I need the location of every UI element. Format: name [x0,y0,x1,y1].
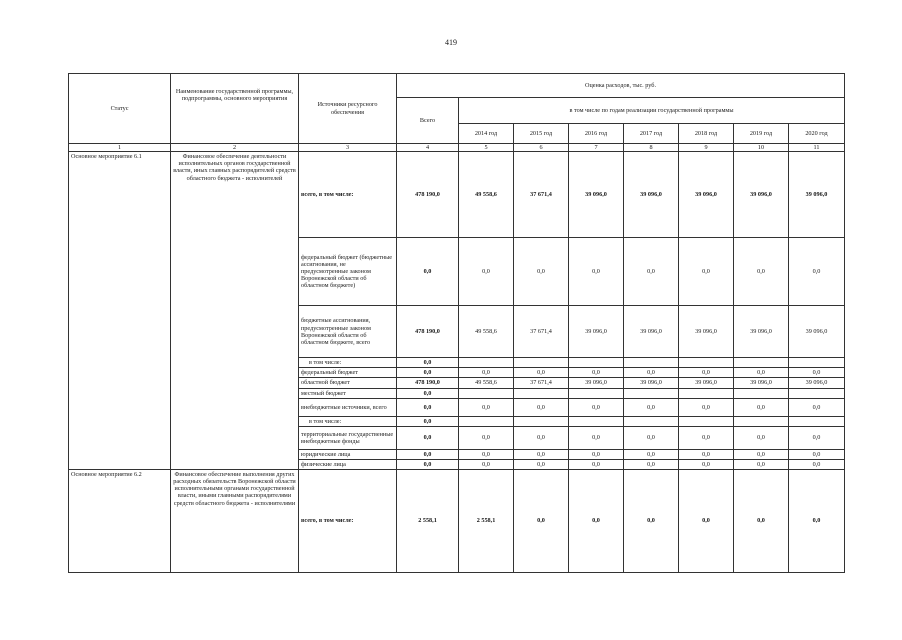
year-value-cell [734,358,789,368]
total-cell: 0,0 [397,426,459,449]
year-value-cell [514,358,569,368]
year-value-cell: 0,0 [569,449,624,459]
year-value-cell [569,416,624,426]
source-cell: внебюджетные источники, всего [299,398,397,416]
column-number: 2 [171,144,299,152]
status-cell: Основное мероприятие 6.2 [69,470,171,573]
year-value-cell: 0,0 [734,398,789,416]
year-value-cell [569,358,624,368]
year-value-cell: 49 558,6 [459,306,514,358]
year-value-cell: 0,0 [679,426,734,449]
year-value-cell: 37 671,4 [514,306,569,358]
year-value-cell: 39 096,0 [679,378,734,388]
year-value-cell: 39 096,0 [569,152,624,238]
year-value-cell: 0,0 [624,449,679,459]
year-value-cell: 0,0 [789,426,845,449]
column-number: 10 [734,144,789,152]
year-value-cell: 0,0 [459,398,514,416]
column-number: 11 [789,144,845,152]
column-number: 9 [679,144,734,152]
year-value-cell: 0,0 [679,459,734,469]
source-cell: федеральный бюджет [299,368,397,378]
year-value-cell: 0,0 [734,426,789,449]
total-cell: 0,0 [397,388,459,398]
year-value-cell: 39 096,0 [734,152,789,238]
header-year: 2014 год [459,124,514,144]
column-number: 8 [624,144,679,152]
year-value-cell: 39 096,0 [789,378,845,388]
year-value-cell [789,416,845,426]
name-cell: Финансовое обеспечение деятельности исполнительных органов государственной власти, иных главных распорядителей средств областного бюджета - исполнителей [171,152,299,470]
year-value-cell: 0,0 [514,470,569,573]
year-value-cell: 0,0 [679,449,734,459]
total-cell: 0,0 [397,416,459,426]
total-cell: 0,0 [397,358,459,368]
year-value-cell: 39 096,0 [624,306,679,358]
total-cell: 0,0 [397,459,459,469]
year-value-cell: 0,0 [789,398,845,416]
source-cell: в том числе: [299,358,397,368]
header-status: Статус [69,74,171,144]
year-value-cell: 0,0 [514,449,569,459]
header-by-year: в том числе по годам реализации государственной программы [459,98,845,124]
year-value-cell [734,416,789,426]
year-value-cell: 0,0 [734,470,789,573]
year-value-cell: 0,0 [514,426,569,449]
header-name: Наименование государственной программы, подпрограммы, основного мероприятия [171,74,299,144]
source-cell: в том числе: [299,416,397,426]
year-value-cell: 0,0 [569,398,624,416]
year-value-cell [459,358,514,368]
year-value-cell: 0,0 [459,426,514,449]
year-value-cell: 0,0 [734,238,789,306]
total-cell: 478 190,0 [397,378,459,388]
year-value-cell: 0,0 [789,470,845,573]
year-value-cell: 0,0 [569,368,624,378]
table-row [69,152,845,238]
year-value-cell: 0,0 [789,238,845,306]
column-number: 3 [299,144,397,152]
year-value-cell: 0,0 [789,368,845,378]
header-sources: Источники ресурсного обеспечения [299,74,397,144]
table-row [69,470,845,573]
total-cell: 0,0 [397,398,459,416]
year-value-cell [514,416,569,426]
year-value-cell: 0,0 [679,398,734,416]
column-number: 5 [459,144,514,152]
year-value-cell: 2 558,1 [459,470,514,573]
year-value-cell: 0,0 [514,368,569,378]
year-value-cell: 0,0 [679,238,734,306]
header-total: Всего [397,98,459,144]
year-value-cell [679,416,734,426]
total-cell: 0,0 [397,238,459,306]
year-value-cell: 0,0 [569,238,624,306]
year-value-cell: 37 671,4 [514,378,569,388]
status-cell: Основное мероприятие 6.1 [69,152,171,470]
source-cell: бюджетные ассигнования, предусмотренные законом Воронежской области об областном бюджете, всего [299,306,397,358]
source-cell: местный бюджет [299,388,397,398]
source-cell: всего, в том числе: [299,152,397,238]
source-cell: физические лица [299,459,397,469]
year-value-cell [459,388,514,398]
year-value-cell: 0,0 [514,459,569,469]
header-estimate: Оценка расходов, тыс. руб. [397,74,845,98]
source-cell: федеральный бюджет (бюджетные ассигнования, не предусмотренные законом Воронежской области об областном бюджете) [299,238,397,306]
year-value-cell: 39 096,0 [789,306,845,358]
year-value-cell [624,388,679,398]
year-value-cell: 0,0 [459,238,514,306]
year-value-cell: 49 558,6 [459,152,514,238]
year-value-cell: 0,0 [734,368,789,378]
header-year: 2018 год [679,124,734,144]
year-value-cell: 0,0 [679,368,734,378]
year-value-cell: 39 096,0 [734,378,789,388]
year-value-cell [624,416,679,426]
year-value-cell: 0,0 [624,470,679,573]
year-value-cell: 0,0 [569,470,624,573]
total-cell: 0,0 [397,449,459,459]
year-value-cell: 0,0 [569,459,624,469]
total-cell: 478 190,0 [397,306,459,358]
year-value-cell [679,358,734,368]
header-year: 2017 год [624,124,679,144]
year-value-cell [569,388,624,398]
budget-table [68,73,845,573]
year-value-cell: 0,0 [624,398,679,416]
year-value-cell: 39 096,0 [569,378,624,388]
year-value-cell: 39 096,0 [679,306,734,358]
column-number: 7 [569,144,624,152]
year-value-cell: 39 096,0 [624,152,679,238]
header-year: 2020 год [789,124,845,144]
year-value-cell: 0,0 [789,449,845,459]
year-value-cell [514,388,569,398]
year-value-cell: 0,0 [459,459,514,469]
year-value-cell: 0,0 [734,459,789,469]
year-value-cell: 0,0 [514,238,569,306]
name-cell: Финансовое обеспечение выполнения других расходных обязательств Воронежской области исполнительными органами государственной власти, иными главными распорядителями средств областного бюджета - исполнителями [171,470,299,573]
total-cell: 0,0 [397,368,459,378]
year-value-cell: 39 096,0 [569,306,624,358]
year-value-cell: 39 096,0 [734,306,789,358]
year-value-cell: 0,0 [679,470,734,573]
year-value-cell: 49 558,6 [459,378,514,388]
year-value-cell: 37 671,4 [514,152,569,238]
source-cell: юридические лица [299,449,397,459]
year-value-cell: 39 096,0 [679,152,734,238]
total-cell: 2 558,1 [397,470,459,573]
year-value-cell: 0,0 [734,449,789,459]
header-year: 2015 год [514,124,569,144]
year-value-cell [459,416,514,426]
year-value-cell: 0,0 [624,426,679,449]
year-value-cell: 0,0 [624,238,679,306]
source-cell: всего, в том числе: [299,470,397,573]
header-year: 2019 год [734,124,789,144]
page-number: 419 [445,38,457,47]
column-number: 6 [514,144,569,152]
year-value-cell: 39 096,0 [624,378,679,388]
header-year: 2016 год [569,124,624,144]
year-value-cell [789,388,845,398]
year-value-cell [624,358,679,368]
year-value-cell: 0,0 [624,368,679,378]
year-value-cell [789,358,845,368]
year-value-cell: 0,0 [789,459,845,469]
column-number: 1 [69,144,171,152]
year-value-cell: 0,0 [459,449,514,459]
total-cell: 478 190,0 [397,152,459,238]
year-value-cell [734,388,789,398]
year-value-cell: 0,0 [514,398,569,416]
year-value-cell: 0,0 [569,426,624,449]
source-cell: областной бюджет [299,378,397,388]
year-value-cell: 0,0 [624,459,679,469]
column-number: 4 [397,144,459,152]
year-value-cell [679,388,734,398]
source-cell: территориальные государственные внебюджетные фонды [299,426,397,449]
year-value-cell: 0,0 [459,368,514,378]
year-value-cell: 39 096,0 [789,152,845,238]
column-number-row [69,144,845,152]
